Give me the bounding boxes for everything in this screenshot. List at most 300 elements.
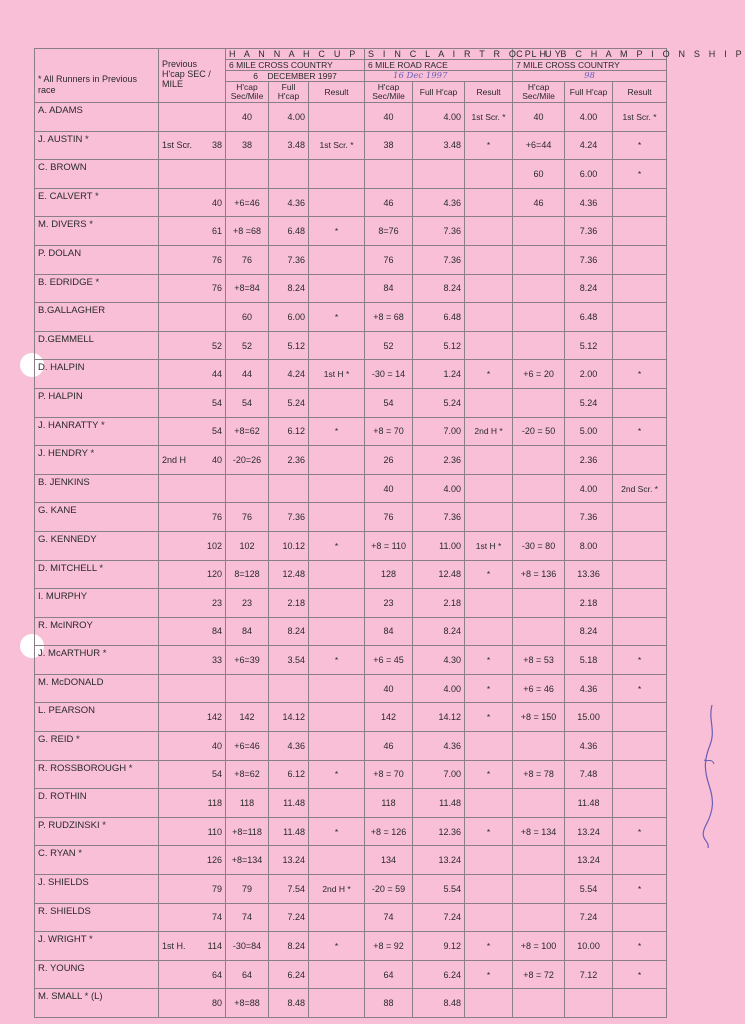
e1-full-hcap: 8.24 [269,932,309,961]
e2-hcap: 40 [365,674,413,703]
e1-full-hcap: 4.00 [269,103,309,132]
e2-result: 1st Scr. * [465,103,513,132]
previous-hcap-value: 80 [211,998,222,1009]
e3-full-hcap: 8.24 [565,617,613,646]
e2-hcap: 118 [365,789,413,818]
e3-result: * [613,360,667,389]
event3-title: C L U B C H A M P I O N S H I P [513,49,667,60]
e1-hcap: +8=62 [226,760,269,789]
e2-result: 2nd H * [465,417,513,446]
previous-hcap-value: 44 [211,369,222,380]
e1-result: * [309,646,365,675]
e1-hcap: -30=84 [226,932,269,961]
e3-result: * [613,417,667,446]
e3-hcap: 40 [513,103,565,132]
e3-full-hcap: 5.12 [565,331,613,360]
runner-name: G. REID * [35,732,159,761]
e2-result [465,388,513,417]
previous-hcap [159,446,226,475]
e2-hcap: 88 [365,989,413,1018]
e2-hcap: 40 [365,103,413,132]
e1-full-hcap: 6.24 [269,960,309,989]
e1-full-hcap: 7.24 [269,903,309,932]
table-row [35,732,667,761]
e3-result: * [613,646,667,675]
event2-subtitle: 6 MILE ROAD RACE [365,60,513,71]
e1-full-hcap: 11.48 [269,789,309,818]
runner-name: G. KANE [35,503,159,532]
previous-result-note: 2nd H [162,454,187,465]
table-row [35,560,667,589]
runner-name: M. McDONALD [35,674,159,703]
previous-hcap-value: 54 [211,397,222,408]
e1-result: * [309,817,365,846]
previous-hcap [159,245,226,274]
e2-hcap: +8 = 126 [365,817,413,846]
e2-hcap: 38 [365,131,413,160]
e2-full-hcap: 7.24 [413,903,465,932]
e1-full-hcap: 3.54 [269,646,309,675]
e2-result: 1st H * [465,531,513,560]
e2-hcap: 76 [365,245,413,274]
e1-full-col-header: Full H'cap [269,82,309,103]
e3-full-hcap: 7.36 [565,245,613,274]
e2-full-hcap: 14.12 [413,703,465,732]
e1-result [309,245,365,274]
runner-name: L. PEARSON [35,703,159,732]
e1-full-hcap: 4.24 [269,360,309,389]
e3-result: * [613,160,667,189]
runner-name: J. WRIGHT * [35,932,159,961]
e2-hcap-col-header: H'cap Sec/Mile [365,82,413,103]
runner-name: R. SHIELDS [35,903,159,932]
e2-hcap: +6 = 45 [365,646,413,675]
table-row [35,531,667,560]
e2-hcap: 52 [365,331,413,360]
e2-full-hcap: 7.00 [413,417,465,446]
e1-hcap: 84 [226,617,269,646]
previous-hcap-value: 54 [211,426,222,437]
previous-hcap [159,903,226,932]
e3-hcap [513,903,565,932]
e3-hcap [513,446,565,475]
e2-hcap: +8 = 92 [365,932,413,961]
runner-name: R. YOUNG [35,960,159,989]
event1-date-rest: DECEMBER 1997 [267,71,337,81]
e3-result: * [613,875,667,904]
e2-hcap: 46 [365,188,413,217]
runner-name: J. HANRATTY * [35,417,159,446]
previous-hcap-value: 61 [211,226,222,237]
e3-result [613,331,667,360]
e1-full-hcap: 10.12 [269,531,309,560]
e2-full-hcap: 2.18 [413,589,465,618]
e1-full-hcap: 5.24 [269,388,309,417]
e3-full-hcap: 4.36 [565,188,613,217]
runner-name: D. ROTHIN [35,789,159,818]
table-row [35,474,667,503]
e1-full-hcap: 8.24 [269,617,309,646]
e3-hcap-col-header: H'cap Sec/Mile [513,82,565,103]
runner-name: A. ADAMS [35,103,159,132]
e2-result [465,846,513,875]
e1-hcap [226,674,269,703]
e3-hcap: +8 = 53 [513,646,565,675]
e3-hcap: +8 = 136 [513,560,565,589]
e3-full-hcap: 5.00 [565,417,613,446]
e1-full-hcap: 7.36 [269,503,309,532]
e3-hcap: -20 = 50 [513,417,565,446]
e3-hcap: +6=44 [513,131,565,160]
e2-result [465,274,513,303]
e2-full-hcap: 8.24 [413,617,465,646]
e3-full-hcap: 2.18 [565,589,613,618]
e3-hcap [513,732,565,761]
e2-full-hcap: 13.24 [413,846,465,875]
e1-result [309,503,365,532]
previous-hcap-value: 38 [211,140,222,151]
event1-date-day: 6 [253,71,258,81]
e1-hcap: 102 [226,531,269,560]
e2-result [465,875,513,904]
runner-name: P. RUDZINSKI * [35,817,159,846]
e1-result [309,589,365,618]
e2-result [465,617,513,646]
previous-hcap-value: 40 [211,197,222,208]
e3-full-hcap: 4.00 [565,474,613,503]
table-row [35,303,667,332]
e3-hcap [513,217,565,246]
e1-full-hcap: 13.24 [269,846,309,875]
previous-hcap [159,303,226,332]
e3-full-hcap: 7.36 [565,217,613,246]
e3-hcap [513,331,565,360]
e1-full-hcap: 2.18 [269,589,309,618]
e3-hcap: +8 = 72 [513,960,565,989]
e3-hcap: +8 = 134 [513,817,565,846]
e1-result: * [309,303,365,332]
table-row [35,188,667,217]
e1-result: * [309,217,365,246]
e2-hcap: 64 [365,960,413,989]
table-row [35,960,667,989]
e1-result [309,732,365,761]
e3-result [613,903,667,932]
e3-full-hcap: 11.48 [565,789,613,818]
e3-result [613,274,667,303]
e1-result [309,846,365,875]
e3-full-hcap: 7.24 [565,903,613,932]
e2-full-hcap: 7.36 [413,503,465,532]
e2-result [465,789,513,818]
previous-hcap [159,846,226,875]
table-row [35,875,667,904]
event1-subtitle: 6 MILE CROSS COUNTRY [226,60,365,71]
previous-hcap [159,732,226,761]
e2-result [465,503,513,532]
e1-full-hcap: 7.36 [269,245,309,274]
e2-result [465,732,513,761]
e1-result [309,331,365,360]
previous-hcap-value: 118 [207,798,222,809]
e3-hcap: +8 = 100 [513,932,565,961]
all-runners-header: * All Runners in Previous race [35,49,159,103]
e3-result: * [613,131,667,160]
e1-result [309,703,365,732]
event3-subtitle: 7 MILE CROSS COUNTRY [513,60,667,71]
e1-result: 1st Scr. * [309,131,365,160]
e1-result: * [309,932,365,961]
previous-hcap-value: 74 [211,912,222,923]
runner-name: D. HALPIN [35,360,159,389]
e1-full-hcap [269,474,309,503]
e2-result [465,303,513,332]
e2-result: * [465,360,513,389]
table-row [35,503,667,532]
e1-hcap: 54 [226,388,269,417]
e1-result [309,903,365,932]
table-row [35,932,667,961]
e1-hcap: +6=39 [226,646,269,675]
e1-full-hcap: 14.12 [269,703,309,732]
e3-full-hcap: 7.12 [565,960,613,989]
table-row [35,331,667,360]
previous-hcap-value: 76 [211,512,222,523]
e3-hcap: 46 [513,188,565,217]
e1-hcap: 142 [226,703,269,732]
e1-hcap: +8 =68 [226,217,269,246]
e2-result [465,989,513,1018]
e3-full-hcap: 10.00 [565,932,613,961]
e3-result [613,303,667,332]
e3-hcap: +6 = 20 [513,360,565,389]
e3-full-hcap: 2.00 [565,360,613,389]
e3-full-hcap: 4.24 [565,131,613,160]
e1-result: * [309,417,365,446]
e2-full-hcap: 7.36 [413,217,465,246]
previous-hcap-header: Previous H'cap SEC / MILE [159,49,226,103]
e2-result [465,188,513,217]
previous-hcap [159,875,226,904]
e2-hcap: 134 [365,846,413,875]
e3-result [613,188,667,217]
e3-full-hcap: 13.36 [565,560,613,589]
e2-full-hcap: 6.24 [413,960,465,989]
previous-hcap-value: 40 [211,740,222,751]
e2-result: * [465,131,513,160]
table-row [35,103,667,132]
e2-result-col-header: Result [465,82,513,103]
e3-hcap: +8 = 150 [513,703,565,732]
e3-result: * [613,960,667,989]
previous-hcap [159,674,226,703]
e3-result [613,245,667,274]
e3-result [613,732,667,761]
e2-full-hcap: 5.54 [413,875,465,904]
e1-result [309,617,365,646]
e1-result: 1st H * [309,360,365,389]
e3-result: * [613,817,667,846]
runner-name: D.GEMMELL [35,331,159,360]
previous-hcap [159,531,226,560]
table-row [35,789,667,818]
previous-hcap [159,989,226,1018]
e3-full-hcap: 6.48 [565,303,613,332]
e3-full-hcap: 2.36 [565,446,613,475]
previous-hcap [159,188,226,217]
e1-hcap: +8=134 [226,846,269,875]
e3-hcap [513,617,565,646]
e3-full-hcap: 4.36 [565,732,613,761]
e2-hcap: 54 [365,388,413,417]
event2-date-handwritten: 16 Dec 1997 [365,71,513,82]
e3-result [613,560,667,589]
previous-hcap-value: 84 [211,626,222,637]
e2-full-hcap: 4.00 [413,103,465,132]
e3-hcap [513,245,565,274]
e1-full-hcap: 11.48 [269,817,309,846]
e3-hcap [513,875,565,904]
e2-result: * [465,960,513,989]
e3-full-hcap: 15.00 [565,703,613,732]
e2-full-hcap: 12.36 [413,817,465,846]
e3-full-col-header: Full H'cap [565,82,613,103]
e2-result [465,217,513,246]
e3-hcap [513,388,565,417]
previous-hcap-value: 76 [211,283,222,294]
e2-full-hcap: 3.48 [413,131,465,160]
e3-hcap [513,846,565,875]
e3-hcap [513,503,565,532]
e1-full-hcap: 7.54 [269,875,309,904]
e3-full-hcap: 4.00 [565,103,613,132]
previous-hcap-value: 114 [207,941,222,952]
e2-hcap: 128 [365,560,413,589]
e3-hcap [513,589,565,618]
table-row [35,274,667,303]
e3-full-hcap: 7.48 [565,760,613,789]
table-row [35,589,667,618]
previous-hcap [159,360,226,389]
e1-result: * [309,531,365,560]
table-row [35,989,667,1018]
e2-result [465,331,513,360]
e1-full-hcap: 3.48 [269,131,309,160]
previous-hcap-value: 79 [211,883,222,894]
e3-hcap: 60 [513,160,565,189]
e3-full-hcap: 6.00 [565,160,613,189]
e1-hcap: +8=88 [226,989,269,1018]
e1-result [309,446,365,475]
e1-hcap: 40 [226,103,269,132]
e3-result [613,217,667,246]
e2-hcap: 84 [365,274,413,303]
runner-name: M. DIVERS * [35,217,159,246]
e3-result: * [613,932,667,961]
e1-result [309,560,365,589]
e1-full-hcap: 6.48 [269,217,309,246]
previous-hcap-value: 33 [211,655,222,666]
previous-hcap-value: 102 [206,540,222,551]
previous-hcap-value: 52 [211,340,222,351]
previous-hcap-value: 40 [211,454,222,465]
table-row [35,846,667,875]
e1-full-hcap [269,160,309,189]
previous-hcap [159,217,226,246]
e3-result [613,760,667,789]
e3-result [613,388,667,417]
e1-hcap: 74 [226,903,269,932]
previous-result-note: 1st Scr. [162,140,193,151]
e2-full-hcap: 11.48 [413,789,465,818]
runner-name: G. KENNEDY [35,531,159,560]
e2-full-hcap: 8.48 [413,989,465,1018]
e3-result: 2nd Scr. * [613,474,667,503]
previous-hcap-value: 126 [206,855,222,866]
table-row [35,446,667,475]
e1-hcap: -20=26 [226,446,269,475]
e2-full-col-header: Full H'cap [413,82,465,103]
e2-hcap: +8 = 70 [365,760,413,789]
e2-full-hcap: 8.24 [413,274,465,303]
e1-hcap: 8=128 [226,560,269,589]
e2-result [465,589,513,618]
runner-name: P. HALPIN [35,388,159,417]
e3-full-hcap: 5.24 [565,388,613,417]
runner-name: B.GALLAGHER [35,303,159,332]
handwritten-mark [700,700,718,850]
e1-hcap: 38 [226,131,269,160]
e1-hcap: +8=84 [226,274,269,303]
e1-full-hcap: 8.48 [269,989,309,1018]
e2-hcap: +8 = 110 [365,531,413,560]
runner-name: B. JENKINS [35,474,159,503]
e2-full-hcap: 5.12 [413,331,465,360]
table-row [35,417,667,446]
runner-name: I. MURPHY [35,589,159,618]
e2-hcap: +8 = 70 [365,417,413,446]
e2-full-hcap: 4.00 [413,674,465,703]
e3-hcap: +6 = 46 [513,674,565,703]
e1-result [309,674,365,703]
e3-hcap: +8 = 78 [513,760,565,789]
e2-full-hcap: 9.12 [413,932,465,961]
table-row [35,131,667,160]
e2-result: * [465,932,513,961]
previous-hcap [159,274,226,303]
previous-hcap [159,103,226,132]
e2-result [465,160,513,189]
e2-hcap: 8=76 [365,217,413,246]
e1-hcap: +6=46 [226,188,269,217]
event2-title: S I N C L A I R T R O P H Y [365,49,513,60]
table-row [35,160,667,189]
e3-result [613,617,667,646]
previous-hcap-value: 54 [211,769,222,780]
e1-hcap: 118 [226,789,269,818]
handicap-table [34,48,745,1018]
e3-full-hcap: 7.36 [565,503,613,532]
previous-hcap-value: 76 [211,254,222,265]
e2-result: * [465,560,513,589]
e2-hcap: -30 = 14 [365,360,413,389]
e1-hcap: +8=62 [226,417,269,446]
e1-result [309,474,365,503]
previous-hcap [159,131,226,160]
e1-full-hcap: 6.00 [269,303,309,332]
previous-hcap [159,703,226,732]
e2-hcap: -20 = 59 [365,875,413,904]
